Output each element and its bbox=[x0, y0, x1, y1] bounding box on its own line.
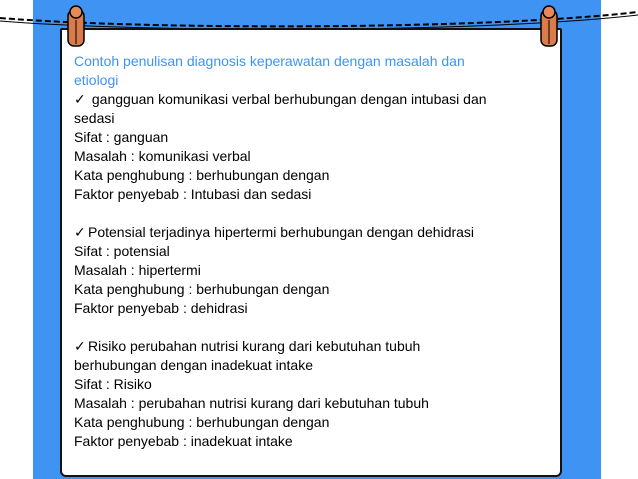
item1-title: ✓ gangguan komunikasi verbal berhubungan dengan intubasi dan bbox=[74, 91, 487, 107]
checkmark-icon: ✓ bbox=[74, 91, 86, 107]
checkmark-icon: ✓ bbox=[74, 224, 86, 240]
spacer bbox=[74, 204, 564, 223]
spacer bbox=[74, 318, 564, 337]
item3-masalah: Masalah : perubahan nutrisi kurang dari kebutuhan tubuh bbox=[74, 395, 429, 411]
heading-line-2: etiologi bbox=[74, 72, 119, 88]
item1-kata: Kata penghubung : berhubungan dengan bbox=[74, 167, 330, 183]
item3-sifat: Sifat : Risiko bbox=[74, 376, 152, 392]
item1-faktor: Faktor penyebab : Intubasi dan sedasi bbox=[74, 186, 312, 202]
item2-kata: Kata penghubung : berhubungan dengan bbox=[74, 281, 330, 297]
right-clothespin-icon bbox=[535, 4, 565, 48]
item1-title-cont: sedasi bbox=[74, 110, 115, 126]
item2-sifat: Sifat : potensial bbox=[74, 243, 170, 259]
slide-content bbox=[74, 52, 564, 451]
heading-line-1: Contoh penulisan diagnosis keperawatan dengan masalah dan bbox=[74, 53, 465, 69]
item2-masalah: Masalah : hipertermi bbox=[74, 262, 201, 278]
item3-title: ✓ Risiko perubahan nutrisi kurang dari kebutuhan tubuh bbox=[74, 338, 421, 354]
item3-title-cont: berhubungan dengan inadekuat intake bbox=[74, 357, 313, 373]
item3-faktor: Faktor penyebab : inadekuat intake bbox=[74, 433, 293, 449]
left-clothespin-icon bbox=[62, 4, 92, 48]
item2-title: ✓ Potensial terjadinya hipertermi berhubungan dengan dehidrasi bbox=[74, 224, 475, 240]
checkmark-icon: ✓ bbox=[74, 338, 86, 354]
item3-kata: Kata penghubung : berhubungan dengan bbox=[74, 414, 330, 430]
item1-sifat: Sifat : ganguan bbox=[74, 129, 169, 145]
item1-masalah: Masalah : komunikasi verbal bbox=[74, 148, 251, 164]
item2-faktor: Faktor penyebab : dehidrasi bbox=[74, 300, 248, 316]
